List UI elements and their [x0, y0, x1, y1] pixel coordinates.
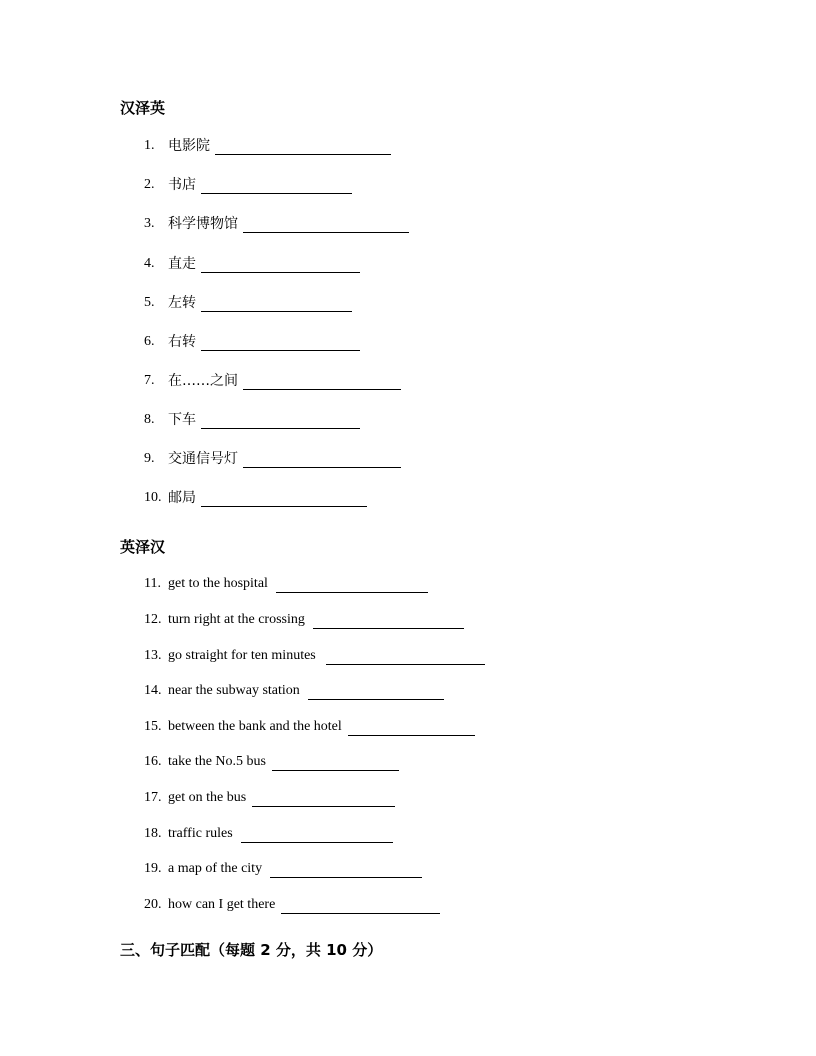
- item-text: traffic rules: [168, 826, 233, 841]
- answer-blank[interactable]: [201, 492, 367, 507]
- list-item: [144, 137, 391, 155]
- item-number: 18.: [144, 826, 162, 841]
- answer-blank[interactable]: [201, 336, 360, 351]
- list-item: [144, 176, 352, 194]
- item-text: a map of the city: [168, 861, 263, 876]
- answer-blank[interactable]: [243, 375, 401, 390]
- answer-blank[interactable]: [201, 179, 352, 194]
- item-text: 直走: [168, 256, 196, 272]
- item-number: 13.: [144, 648, 162, 663]
- answer-blank[interactable]: [281, 899, 440, 914]
- item-text: 右转: [168, 334, 196, 350]
- item-number: 4.: [144, 256, 155, 271]
- list-item: [144, 896, 440, 914]
- list-item: [144, 489, 367, 507]
- list-item: [144, 575, 428, 593]
- answer-blank[interactable]: [348, 721, 475, 736]
- item-number: 14.: [144, 683, 162, 698]
- answer-blank[interactable]: [243, 453, 401, 468]
- item-text: 科学博物馆: [168, 216, 238, 232]
- list-item: [144, 450, 401, 468]
- answer-blank[interactable]: [243, 218, 409, 233]
- item-number: 6.: [144, 334, 155, 349]
- item-text: turn right at the crossing: [168, 612, 305, 627]
- item-number: 9.: [144, 451, 155, 466]
- item-text: go straight for ten minutes: [168, 648, 316, 663]
- item-number: 15.: [144, 719, 162, 734]
- list-item: [144, 860, 422, 878]
- item-text: 交通信号灯: [168, 451, 238, 467]
- list-item: [144, 647, 485, 665]
- item-number: 5.: [144, 295, 155, 310]
- item-number: 7.: [144, 373, 155, 388]
- item-number: 16.: [144, 754, 162, 769]
- answer-blank[interactable]: [272, 756, 399, 771]
- answer-blank[interactable]: [241, 828, 393, 843]
- item-text: 在……之间: [168, 373, 238, 389]
- answer-blank[interactable]: [308, 685, 444, 700]
- item-number: 11.: [144, 576, 161, 591]
- item-text: 邮局: [168, 490, 196, 506]
- item-text: between the bank and the hotel: [168, 719, 342, 734]
- list-item: [144, 753, 399, 771]
- answer-blank[interactable]: [270, 863, 422, 878]
- list-item: [144, 682, 444, 700]
- answer-blank[interactable]: [201, 414, 360, 429]
- list-item: [144, 411, 360, 429]
- list-item: [144, 333, 360, 351]
- answer-blank[interactable]: [313, 614, 464, 629]
- item-number: 8.: [144, 412, 155, 427]
- item-text: near the subway station: [168, 683, 300, 698]
- item-number: 2.: [144, 177, 155, 192]
- answer-blank[interactable]: [201, 297, 352, 312]
- item-number: 19.: [144, 861, 162, 876]
- answer-blank[interactable]: [215, 140, 391, 155]
- list-item: [144, 372, 401, 390]
- item-text: get to the hospital: [168, 576, 268, 591]
- item-text: how can I get there: [168, 897, 276, 912]
- section-title-cn-to-en: 汉泽英: [120, 99, 166, 117]
- item-text: 电影院: [168, 138, 210, 154]
- list-item: [144, 789, 395, 807]
- answer-blank[interactable]: [326, 650, 485, 665]
- list-item: [144, 718, 475, 736]
- item-text: 左转: [168, 295, 196, 311]
- item-number: 17.: [144, 790, 162, 805]
- section-title-sentence-matching: 三、句子匹配（每题 2 分，共 10 分）: [120, 941, 383, 959]
- item-text: get on the bus: [168, 790, 247, 805]
- item-text: 下车: [168, 412, 196, 428]
- list-item: [144, 825, 393, 843]
- item-text: 书店: [168, 177, 196, 193]
- item-number: 3.: [144, 216, 155, 231]
- item-number: 10.: [144, 490, 162, 505]
- answer-blank[interactable]: [276, 578, 428, 593]
- item-text: take the No.5 bus: [168, 754, 266, 769]
- item-number: 1.: [144, 138, 155, 153]
- list-item: [144, 611, 464, 629]
- list-item: [144, 255, 360, 273]
- answer-blank[interactable]: [201, 258, 360, 273]
- section-title-en-to-cn: 英泽汉: [120, 538, 166, 556]
- answer-blank[interactable]: [252, 792, 395, 807]
- list-item: [144, 215, 409, 233]
- list-item: [144, 294, 352, 312]
- item-number: 20.: [144, 897, 162, 912]
- item-number: 12.: [144, 612, 162, 627]
